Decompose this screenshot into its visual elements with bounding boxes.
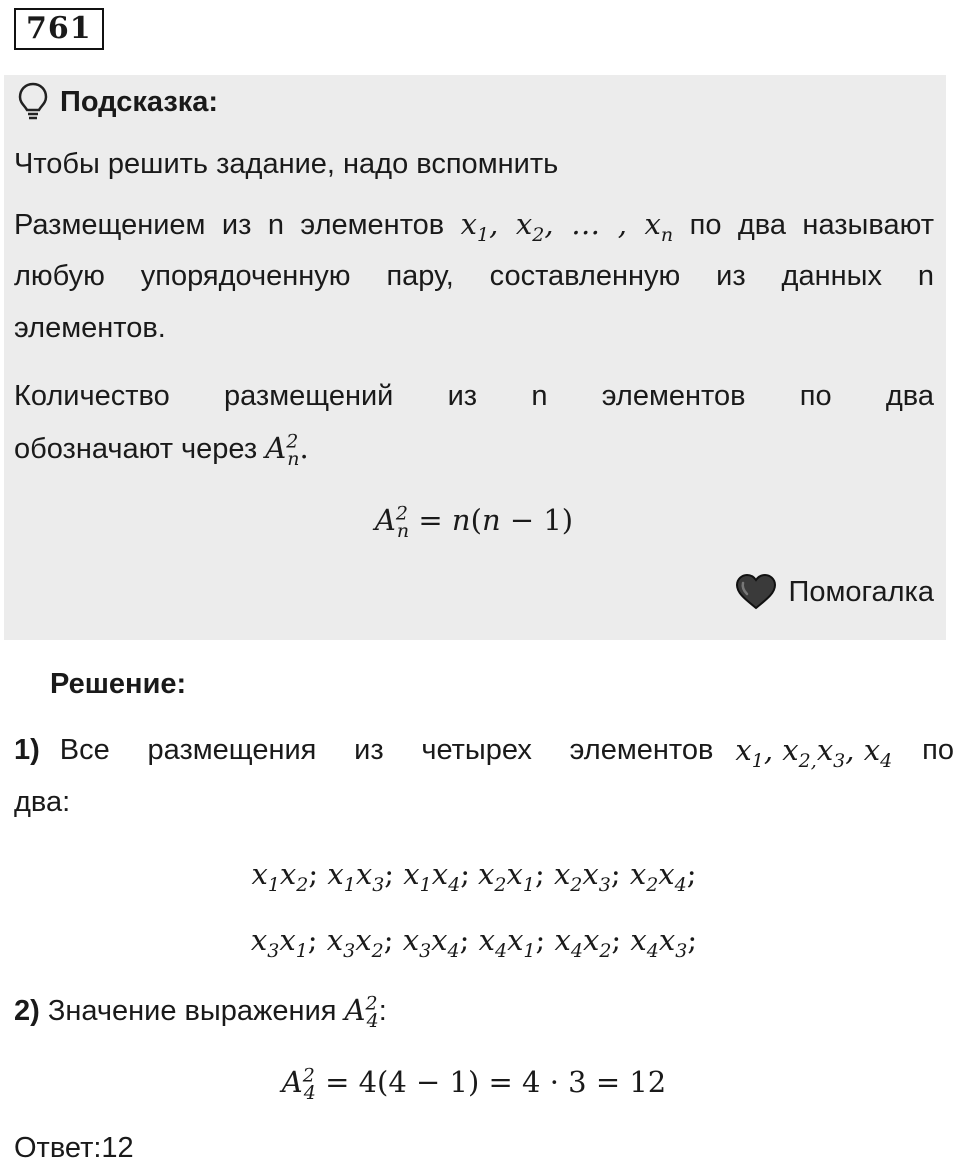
task-number: 761 <box>14 8 104 50</box>
formula-main: $A^2_n = n(n - 1)$ <box>374 502 574 542</box>
formula-notation: $A^2_n$ <box>265 430 300 470</box>
step-1-text: Все размещения из четырех элементов <box>59 734 714 766</box>
definition-line-2: любую упорядоченную пару, составленную из данных n <box>14 260 934 292</box>
step-1-po: по <box>922 734 954 766</box>
definition-line-1 <box>14 198 934 251</box>
definition-text-b: по два называют <box>689 209 934 241</box>
solution-title: Решение: <box>50 668 187 700</box>
step-1-number: 1) <box>14 734 40 766</box>
step-1-line-1 <box>14 724 954 776</box>
definition-line-3: элементов. <box>14 312 166 344</box>
step-2-line: 2) Значение выражения $A^2_4$: <box>14 992 387 1032</box>
count-line-2: обозначают через $A^2_n$. <box>14 430 309 470</box>
formula-calculation: $A^2_4 = 4(4 - 1) = 4 \cdot 3 = 12$ <box>281 1064 667 1104</box>
count-text: обозначают через <box>14 433 258 465</box>
hint-intro: Чтобы решить задание, надо вспомнить <box>14 148 559 180</box>
step-2-text: Значение выражения <box>47 995 337 1027</box>
step-1-line-2: два: <box>14 786 71 818</box>
helper-link[interactable] <box>735 570 934 614</box>
formula-a42: $A^2_4$ <box>344 992 379 1032</box>
answer: Ответ:12 <box>14 1132 134 1164</box>
lightbulb-icon <box>18 82 48 122</box>
formula-four-elements: $x_1$, $x_{2,}x_3$, $x_4$ <box>735 733 893 772</box>
definition-text-a: Размещением из n элементов <box>14 209 445 241</box>
hint-header <box>18 82 218 122</box>
arrangements-row-2: $x_3x_1$; $x_3x_2$; $x_3x_4$; $x_4x_1$; $x_4x_2$; $x_4x_3$; <box>250 923 698 962</box>
hint-title: Подсказка: <box>60 85 219 118</box>
heart-icon <box>735 574 777 610</box>
helper-label: Помогалка <box>788 575 934 608</box>
step-2-number: 2) <box>14 995 40 1027</box>
formula-elements: $x_1$, $x_2$, … , $x_n$ <box>460 207 674 246</box>
arrangements-row-1: $x_1x_2$; $x_1x_3$; $x_1x_4$; $x_2x_1$; $x_2x_3$; $x_2x_4$; <box>251 857 697 896</box>
count-line-1: Количество размещений из n элементов по два <box>14 380 934 412</box>
